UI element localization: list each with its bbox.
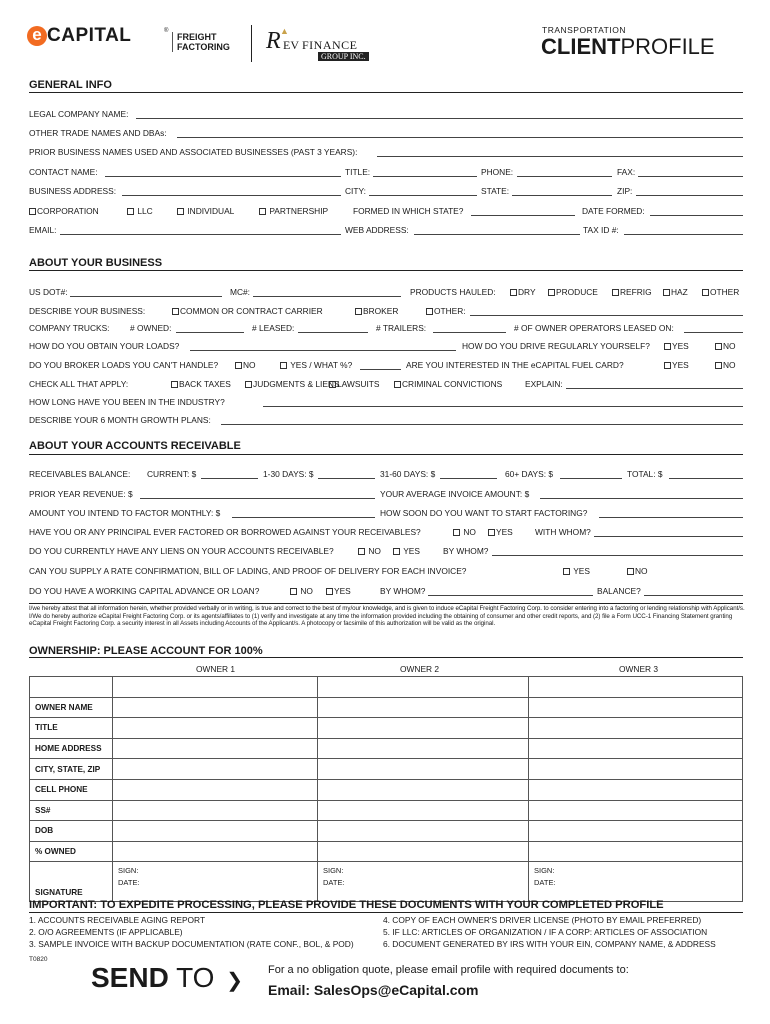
- general-info-heading: GENERAL INFO: [29, 79, 112, 91]
- broker-yes-label: YES / WHAT %?: [290, 360, 353, 370]
- prior-revenue-field[interactable]: [140, 498, 375, 499]
- total-field[interactable]: [669, 478, 743, 479]
- ownership-rule: [29, 657, 743, 658]
- doc-item-1: 1. ACCOUNTS RECEIVABLE AGING REPORT: [29, 915, 206, 925]
- signature-cell-3[interactable]: [529, 862, 743, 902]
- rate-yes-label: YES: [573, 566, 590, 576]
- important-heading: IMPORTANT: TO EXPEDITE PROCESSING, PLEASE PROVIDE THESE DOCUMENTS WITH YOUR COMPLETED PROFILE: [29, 899, 664, 911]
- broker-percent-field[interactable]: [360, 369, 401, 370]
- lawsuits-checkbox[interactable]: [329, 379, 380, 389]
- date-formed-field[interactable]: [650, 215, 743, 216]
- trade-names-field[interactable]: [177, 137, 743, 138]
- rev-r: R: [266, 28, 281, 54]
- send-to-banner: [91, 962, 243, 994]
- d60-field[interactable]: [560, 478, 622, 479]
- signature-cell-2[interactable]: [318, 862, 529, 902]
- doc-item-3: 3. SAMPLE INVOICE WITH BACKUP DOCUMENTATION (RATE CONF., BOL, & POD): [29, 939, 354, 949]
- mc-field[interactable]: [253, 296, 401, 297]
- attestation-text: I/we hereby attest that all information herein, whether provided verbally or in writing, is true and correct to the best of my/our knowledge, and is given to induce eCapital Freight Factoring Corp. to consider entering into a factoring or lending relationship with Applicant/s. I/We do hereby authorize eCapital Freight Factoring Corp. or its agents/affiliates to (1) verify and investigate at any time the information provided including the obtaining of consumer and other credit reports, and (2) file a Form UCC-1 Financing Statement granting eCapital Freight Factoring Corp. a security interest in all Assets including Accounts of the Applicant/s. A photocopy or facsimile of this authorization will be valid as the original.: [29, 605, 745, 628]
- title-label: TITLE:: [345, 167, 371, 177]
- advance-no-box[interactable]: [290, 588, 297, 595]
- trade-names-label: OTHER TRADE NAMES AND DBAs:: [29, 128, 167, 138]
- phone-label: PHONE:: [481, 167, 514, 177]
- owner-1-cell[interactable]: [113, 697, 318, 718]
- contact-name-label: CONTACT NAME:: [29, 167, 98, 177]
- owner-cell[interactable]: [529, 677, 743, 698]
- broker-checkbox[interactable]: [355, 306, 398, 316]
- other-business-field[interactable]: [470, 315, 743, 316]
- phone-field[interactable]: [517, 176, 612, 177]
- business-rule: [29, 270, 743, 271]
- zip-field[interactable]: [636, 195, 743, 196]
- other-label: OTHER: [710, 287, 740, 297]
- with-whom-field[interactable]: [594, 536, 743, 537]
- contact-name-field[interactable]: [105, 176, 341, 177]
- doc-item-5: 5. IF LLC: ARTICLES OF ORGANIZATION / IF A CORP: ARTICLES OF ASSOCIATION: [383, 927, 708, 937]
- business-address-label: BUSINESS ADDRESS:: [29, 186, 117, 196]
- row-label: SS#: [30, 800, 113, 821]
- broker-no-box[interactable]: [235, 362, 242, 369]
- state-field[interactable]: [512, 195, 612, 196]
- broker-no-label: NO: [243, 360, 256, 370]
- send-word: SEND: [91, 962, 169, 993]
- other-business-checkbox[interactable]: [426, 306, 466, 316]
- logo-freight: FREIGHT: [177, 32, 217, 42]
- individual-label: INDIVIDUAL: [187, 206, 235, 216]
- factored-no-checkbox[interactable]: [453, 527, 476, 537]
- form-code: T0820: [29, 956, 48, 963]
- factored-before-label: HAVE YOU OR ANY PRINCIPAL EVER FACTORED OR BORROWED AGAINST YOUR RECEIVABLES?: [29, 527, 421, 537]
- haz-checkbox[interactable]: [663, 287, 688, 297]
- ecapital-logo-reg: ®: [164, 28, 169, 34]
- owned-field[interactable]: [176, 332, 244, 333]
- important-rule: [29, 912, 743, 913]
- total-label: TOTAL: $: [627, 469, 663, 479]
- broker-yes-box[interactable]: [280, 362, 287, 369]
- fuel-card-label: ARE YOU INTERESTED IN THE eCAPITAL FUEL CARD?: [406, 360, 624, 370]
- doc-item-4: 4. COPY OF EACH OWNER'S DRIVER LICENSE (PHOTO BY EMAIL PREFERRED): [383, 915, 702, 925]
- partnership-label: PARTNERSHIP: [269, 206, 329, 216]
- sign-label: SIGN:: [118, 866, 139, 876]
- owner1-heading: OWNER 1: [196, 664, 236, 674]
- common-carrier-box[interactable]: [172, 308, 179, 315]
- owner-2-cell[interactable]: [318, 718, 529, 739]
- corporation-box[interactable]: [29, 208, 36, 215]
- prior-revenue-label: PRIOR YEAR REVENUE: $: [29, 489, 133, 499]
- lawsuits-box[interactable]: [329, 381, 336, 388]
- produce-label: PRODUCE: [556, 287, 598, 297]
- row-label-cell: [30, 677, 113, 698]
- owner-2-cell[interactable]: [318, 821, 529, 842]
- haz-box[interactable]: [663, 289, 670, 296]
- city-label: CITY:: [345, 186, 366, 196]
- ownership-row: [30, 738, 743, 759]
- rev-crown-icon: ▲: [280, 26, 289, 36]
- web-address-field[interactable]: [414, 234, 580, 235]
- date-formed-label: DATE FORMED:: [582, 206, 645, 216]
- obtain-loads-field[interactable]: [190, 350, 456, 351]
- quote-text: For a no obligation quote, please email profile with required documents to:: [268, 964, 629, 976]
- date-label: DATE:: [323, 878, 345, 888]
- liens-no-box[interactable]: [358, 548, 365, 555]
- judgments-label: JUDGMENTS & LIENS: [253, 379, 340, 389]
- rev-group: GROUP INC.: [318, 52, 369, 61]
- leased-label: # LEASED:: [252, 323, 295, 333]
- produce-checkbox[interactable]: [548, 287, 598, 297]
- formed-state-label: FORMED IN WHICH STATE?: [353, 206, 464, 216]
- back-taxes-box[interactable]: [171, 381, 178, 388]
- signature-label: SIGNATURE: [30, 862, 113, 902]
- growth-plans-field[interactable]: [221, 424, 743, 425]
- partnership-box[interactable]: [259, 208, 266, 215]
- client-profile-title: [541, 34, 715, 60]
- formed-state-field[interactable]: [471, 215, 575, 216]
- liens-label: DO YOU CURRENTLY HAVE ANY LIENS ON YOUR ACCOUNTS RECEIVABLE?: [29, 546, 334, 556]
- fuel-yes-box[interactable]: [664, 362, 671, 369]
- liens-yes-box[interactable]: [393, 548, 400, 555]
- advance-yes-box[interactable]: [326, 588, 333, 595]
- individual-checkbox[interactable]: [177, 206, 234, 216]
- owner-cell[interactable]: [318, 677, 529, 698]
- d1-30-label: 1-30 DAYS: $: [263, 469, 314, 479]
- llc-label: LLC: [137, 206, 153, 216]
- drive-no-box[interactable]: [715, 343, 722, 350]
- individual-box[interactable]: [177, 208, 184, 215]
- trailers-label: # TRAILERS:: [376, 323, 427, 333]
- row-label: TITLE: [30, 718, 113, 739]
- rate-yes-box[interactable]: [563, 568, 570, 575]
- criminal-checkbox[interactable]: [394, 379, 502, 389]
- owner-1-cell[interactable]: [113, 821, 318, 842]
- rate-no-label: NO: [635, 566, 648, 576]
- drive-no-label: NO: [723, 341, 736, 351]
- trailers-field[interactable]: [433, 332, 506, 333]
- owner-3-cell[interactable]: [529, 738, 743, 759]
- describe-business-label: DESCRIBE YOUR BUSINESS:: [29, 306, 146, 316]
- owner-1-cell[interactable]: [113, 779, 318, 800]
- row-label: CELL PHONE: [30, 779, 113, 800]
- row-label: % OWNED: [30, 841, 113, 862]
- factored-yes-label: YES: [496, 527, 513, 537]
- refrig-label: REFRIG: [620, 287, 652, 297]
- usdot-field[interactable]: [70, 296, 222, 297]
- tax-id-label: TAX ID #:: [583, 225, 619, 235]
- doc-item-2: 2. O/O AGREEMENTS (IF APPLICABLE): [29, 927, 183, 937]
- sign-label: SIGN:: [323, 866, 344, 876]
- owner-1-cell[interactable]: [113, 841, 318, 862]
- back-taxes-label: BACK TAXES: [179, 379, 231, 389]
- state-label: STATE:: [481, 186, 510, 196]
- logo-factoring: FACTORING: [177, 42, 230, 52]
- other-business-box[interactable]: [426, 308, 433, 315]
- partnership-checkbox[interactable]: [259, 206, 328, 216]
- broker-loads-label: DO YOU BROKER LOADS YOU CAN'T HANDLE?: [29, 360, 219, 370]
- owner-3-cell[interactable]: [529, 821, 743, 842]
- rate-no-checkbox[interactable]: [627, 566, 648, 576]
- current-label: CURRENT: $: [147, 469, 197, 479]
- fuel-yes-checkbox[interactable]: [664, 360, 689, 370]
- factored-yes-box[interactable]: [488, 529, 495, 536]
- explain-label: EXPLAIN:: [525, 379, 563, 389]
- by-whom-label: BY WHOM?: [443, 546, 489, 556]
- mc-label: MC#:: [230, 287, 251, 297]
- drive-label: HOW DO YOU DRIVE REGULARLY YOURSELF?: [462, 341, 650, 351]
- to-word: TO: [176, 962, 215, 993]
- row-label: CITY, STATE, ZIP: [30, 759, 113, 780]
- doc-item-6: 6. DOCUMENT GENERATED BY IRS WITH YOUR EIN, COMPANY NAME, & ADDRESS: [383, 939, 716, 949]
- criminal-box[interactable]: [394, 381, 401, 388]
- prior-names-label: PRIOR BUSINESS NAMES USED AND ASSOCIATED BUSINESSES (PAST 3 YEARS):: [29, 147, 358, 157]
- advance-balance-label: BALANCE?: [597, 586, 641, 596]
- ownership-row: [30, 779, 743, 800]
- email-field[interactable]: [60, 234, 341, 235]
- rev-finance-logo: [266, 26, 381, 66]
- owner-3-cell[interactable]: [529, 841, 743, 862]
- sign-label: SIGN:: [534, 866, 555, 876]
- email-label: EMAIL:: [29, 225, 57, 235]
- profile-word: PROFILE: [620, 34, 715, 59]
- leased-field[interactable]: [298, 332, 368, 333]
- business-heading: ABOUT YOUR BUSINESS: [29, 257, 163, 269]
- ownership-row: [30, 821, 743, 842]
- how-long-field[interactable]: [263, 406, 743, 407]
- row-label: DOB: [30, 821, 113, 842]
- ecapital-logo-e: e: [27, 26, 47, 46]
- general-info-rule: [29, 92, 743, 93]
- fuel-no-box[interactable]: [715, 362, 722, 369]
- receivables-balance-label: RECEIVABLES BALANCE:: [29, 469, 131, 479]
- advance-yes-checkbox[interactable]: [326, 586, 351, 596]
- lawsuits-label: LAWSUITS: [337, 379, 380, 389]
- corporation-checkbox[interactable]: [29, 206, 99, 216]
- owner-3-cell[interactable]: [529, 718, 743, 739]
- avg-invoice-field[interactable]: [540, 498, 743, 499]
- company-trucks-label: COMPANY TRUCKS:: [29, 323, 110, 333]
- produce-box[interactable]: [548, 289, 555, 296]
- advance-by-whom-field[interactable]: [428, 595, 593, 596]
- other-checkbox[interactable]: [702, 287, 739, 297]
- factored-yes-checkbox[interactable]: [488, 527, 513, 537]
- judgments-checkbox[interactable]: [245, 379, 340, 389]
- refrig-checkbox[interactable]: [612, 287, 652, 297]
- owner-1-cell[interactable]: [113, 759, 318, 780]
- owner-3-cell[interactable]: [529, 779, 743, 800]
- owner-1-cell[interactable]: [113, 800, 318, 821]
- ownership-heading: OWNERSHIP: PLEASE ACCOUNT FOR 100%: [29, 645, 263, 657]
- signature-cell-1[interactable]: [113, 862, 318, 902]
- drive-yes-checkbox[interactable]: [664, 341, 689, 351]
- criminal-label: CRIMINAL CONVICTIONS: [402, 379, 503, 389]
- ownership-row: [30, 718, 743, 739]
- date-label: DATE:: [534, 878, 556, 888]
- owner-3-cell[interactable]: [529, 697, 743, 718]
- attest-rule: [29, 603, 743, 604]
- fuel-yes-label: YES: [672, 360, 689, 370]
- current-field[interactable]: [201, 478, 258, 479]
- common-carrier-label: COMMON OR CONTRACT CARRIER: [180, 306, 323, 316]
- avg-invoice-label: YOUR AVERAGE INVOICE AMOUNT: $: [380, 489, 530, 499]
- title-field[interactable]: [373, 176, 477, 177]
- refrig-box[interactable]: [612, 289, 619, 296]
- broker-yes-checkbox[interactable]: [280, 360, 352, 370]
- llc-checkbox[interactable]: [127, 206, 153, 216]
- owner-2-cell[interactable]: [318, 759, 529, 780]
- advance-no-label: NO: [300, 586, 313, 596]
- operators-label: # OF OWNER OPERATORS LEASED ON:: [514, 323, 674, 333]
- row-label: OWNER NAME: [30, 697, 113, 718]
- with-whom-label: WITH WHOM?: [535, 527, 591, 537]
- header-divider: [251, 25, 252, 62]
- explain-field[interactable]: [566, 388, 743, 389]
- owner-3-cell[interactable]: [529, 800, 743, 821]
- logo-divider: [172, 32, 173, 52]
- dry-box[interactable]: [510, 289, 517, 296]
- legal-name-field[interactable]: [136, 118, 743, 119]
- receivable-rule: [29, 454, 743, 455]
- dry-checkbox[interactable]: [510, 287, 536, 297]
- fuel-no-checkbox[interactable]: [715, 360, 736, 370]
- liens-no-label: NO: [368, 546, 381, 556]
- drive-yes-box[interactable]: [664, 343, 671, 350]
- factored-no-box[interactable]: [453, 529, 460, 536]
- owner-2-cell[interactable]: [318, 697, 529, 718]
- signature-row: [30, 862, 743, 902]
- operators-field[interactable]: [684, 332, 743, 333]
- owner3-heading: OWNER 3: [619, 664, 659, 674]
- rate-conf-label: CAN YOU SUPPLY A RATE CONFIRMATION, BILL OF LADING, AND PROOF OF DELIVERY FOR EACH INVOICE?: [29, 566, 467, 576]
- ownership-blank-row: [30, 677, 743, 698]
- fax-label: FAX:: [617, 167, 636, 177]
- usdot-label: US DOT#:: [29, 287, 68, 297]
- liens-no-checkbox[interactable]: [358, 546, 381, 556]
- advance-balance-field[interactable]: [644, 595, 743, 596]
- chevron-right-icon: ❯: [226, 970, 244, 992]
- fuel-no-label: NO: [723, 360, 736, 370]
- ecapital-logo-text: CAPITAL: [47, 25, 132, 46]
- rev-finance: FINANCE: [302, 38, 358, 52]
- liens-yes-label: YES: [403, 546, 420, 556]
- obtain-loads-label: HOW DO YOU OBTAIN YOUR LOADS?: [29, 341, 180, 351]
- owner-2-cell[interactable]: [318, 738, 529, 759]
- how-long-label: HOW LONG HAVE YOU BEEN IN THE INDUSTRY?: [29, 397, 225, 407]
- by-whom-field[interactable]: [492, 555, 743, 556]
- d1-30-field[interactable]: [318, 478, 375, 479]
- web-address-label: WEB ADDRESS:: [345, 225, 409, 235]
- owner-cell[interactable]: [113, 677, 318, 698]
- rate-yes-checkbox[interactable]: [563, 566, 590, 576]
- other-business-label: OTHER:: [434, 306, 466, 316]
- ownership-row: [30, 800, 743, 821]
- owner-2-cell[interactable]: [318, 779, 529, 800]
- drive-yes-label: YES: [672, 341, 689, 351]
- how-soon-field[interactable]: [599, 517, 743, 518]
- growth-plans-label: DESCRIBE YOUR 6 MONTH GROWTH PLANS:: [29, 415, 211, 425]
- advance-no-checkbox[interactable]: [290, 586, 313, 596]
- how-soon-label: HOW SOON DO YOU WANT TO START FACTORING?: [380, 508, 588, 518]
- transportation-label: TRANSPORTATION: [542, 25, 626, 35]
- business-address-field[interactable]: [122, 195, 341, 196]
- rev-ev: EV: [283, 38, 299, 52]
- dry-label: DRY: [518, 287, 536, 297]
- check-all-label: CHECK ALL THAT APPLY:: [29, 379, 129, 389]
- rate-no-box[interactable]: [627, 568, 634, 575]
- other-box[interactable]: [702, 289, 709, 296]
- llc-box[interactable]: [127, 208, 134, 215]
- back-taxes-checkbox[interactable]: [171, 379, 231, 389]
- owner-2-cell[interactable]: [318, 841, 529, 862]
- broker-label: BROKER: [363, 306, 399, 316]
- advance-yes-label: YES: [334, 586, 351, 596]
- city-field[interactable]: [369, 195, 477, 196]
- d31-60-field[interactable]: [440, 478, 497, 479]
- ownership-row: [30, 841, 743, 862]
- factor-monthly-label: AMOUNT YOU INTEND TO FACTOR MONTHLY: $: [29, 508, 221, 518]
- haz-label: HAZ: [671, 287, 688, 297]
- broker-box[interactable]: [355, 308, 362, 315]
- ecapital-logo: [27, 25, 242, 58]
- liens-yes-checkbox[interactable]: [393, 546, 420, 556]
- advance-label: DO YOU HAVE A WORKING CAPITAL ADVANCE OR LOAN?: [29, 586, 260, 596]
- ownership-row: [30, 697, 743, 718]
- factor-monthly-field[interactable]: [232, 517, 375, 518]
- advance-by-whom-label: BY WHOM?: [380, 586, 426, 596]
- receivable-heading: ABOUT YOUR ACCOUNTS RECEIVABLE: [29, 440, 241, 452]
- owner-3-cell[interactable]: [529, 759, 743, 780]
- owner-1-cell[interactable]: [113, 718, 318, 739]
- tax-id-field[interactable]: [624, 234, 743, 235]
- client-word: CLIENT: [541, 34, 621, 59]
- ownership-table: [29, 676, 743, 902]
- drive-no-checkbox[interactable]: [715, 341, 736, 351]
- owner-1-cell[interactable]: [113, 738, 318, 759]
- owned-label: # OWNED:: [130, 323, 172, 333]
- prior-names-field[interactable]: [377, 156, 743, 157]
- d60-label: 60+ DAYS: $: [505, 469, 554, 479]
- corporation-label: CORPORATION: [37, 206, 99, 216]
- zip-label: ZIP:: [617, 186, 633, 196]
- common-carrier-checkbox[interactable]: [172, 306, 323, 316]
- fax-field[interactable]: [638, 176, 743, 177]
- owner-2-cell[interactable]: [318, 800, 529, 821]
- ownership-row: [30, 759, 743, 780]
- products-label: PRODUCTS HAULED:: [410, 287, 496, 297]
- judgments-box[interactable]: [245, 381, 252, 388]
- contact-email[interactable]: Email: SalesOps@eCapital.com: [268, 982, 479, 998]
- date-label: DATE:: [118, 878, 140, 888]
- row-label: HOME ADDRESS: [30, 738, 113, 759]
- legal-name-label: LEGAL COMPANY NAME:: [29, 109, 129, 119]
- d31-60-label: 31-60 DAYS: $: [380, 469, 436, 479]
- owner2-heading: OWNER 2: [400, 664, 440, 674]
- factored-no-label: NO: [463, 527, 476, 537]
- broker-no-checkbox[interactable]: [235, 360, 256, 370]
